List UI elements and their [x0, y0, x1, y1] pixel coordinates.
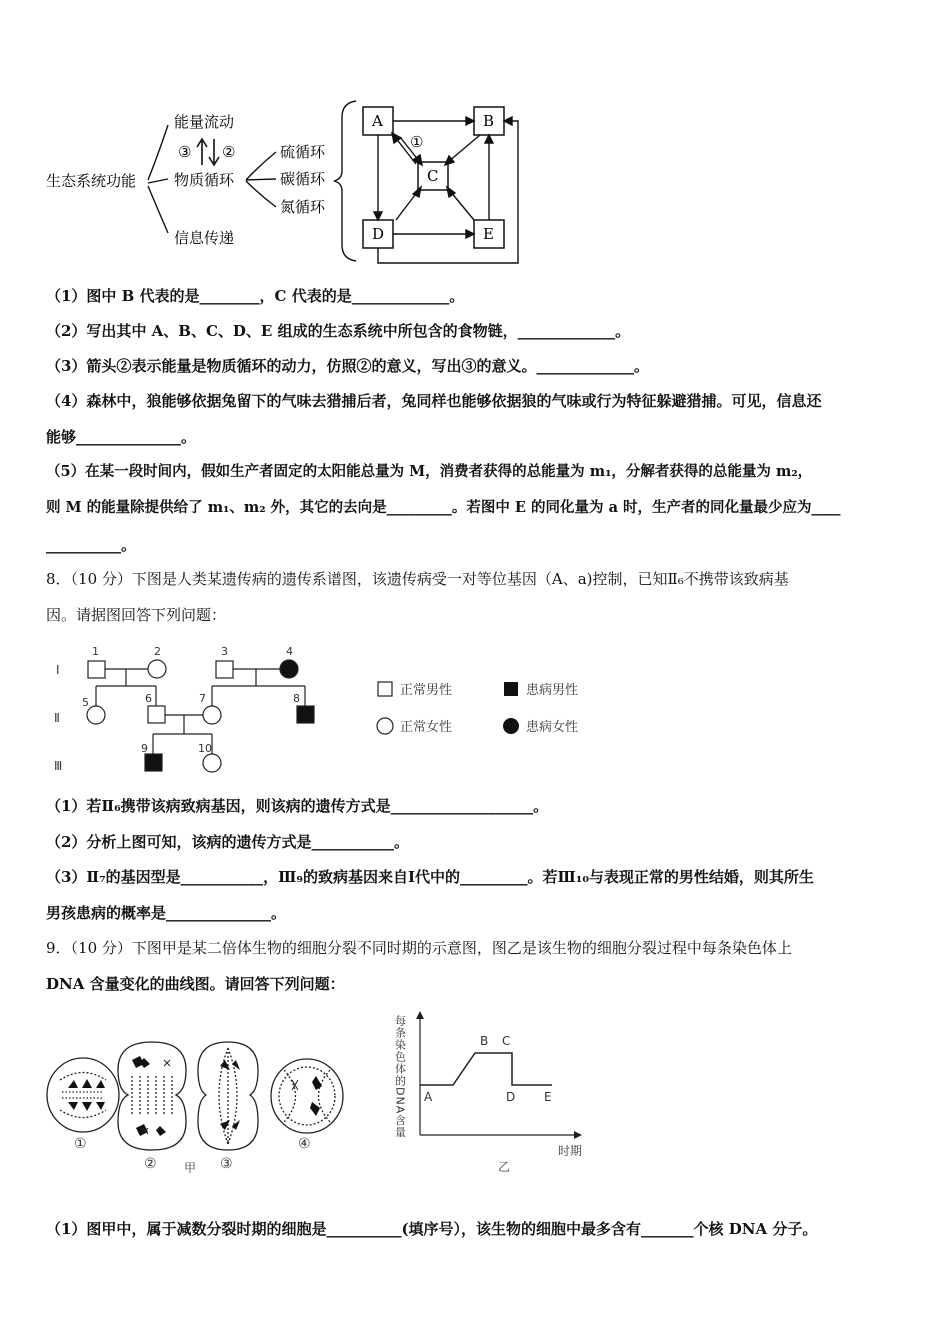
- q8-part1: （1）若Ⅱ₆携带该病致病基因，则该病的遗传方式是___________________。: [46, 797, 549, 815]
- carbon-cycle-label: 碳循环: [280, 170, 326, 188]
- cycle-brace: [246, 152, 276, 207]
- q7-part4-line2: 能够______________。: [46, 428, 197, 446]
- cell-1: [47, 1058, 119, 1132]
- y-axis-label-text: 每条染色体的DNA含量: [393, 1015, 407, 1139]
- y-axis-label: [394, 1014, 407, 1139]
- q8-part3-line2: 男孩患病的概率是______________。: [46, 904, 287, 922]
- energy-flow-label: 能量流动: [174, 113, 235, 131]
- arrow-3-label: ③: [178, 143, 192, 161]
- q7-part5-line1: （5）在某一段时间内，假如生产者固定的太阳能总量为 M，消费者获得的总能量为 m₁，分解者获得的总能量为 m₂，: [46, 463, 813, 480]
- point-b-label: B: [480, 1034, 489, 1048]
- dna-curve: [420, 1053, 552, 1085]
- q7-part2: （2）写出其中 A、B、C、D、E 组成的生态系统中所包含的食物链，_____________。: [46, 322, 631, 340]
- legend-normal-female-symbol: [377, 718, 393, 734]
- node-a-label: A: [372, 112, 383, 130]
- cell-2: [118, 1042, 186, 1150]
- individual-3-number: 3: [221, 645, 228, 658]
- box-brace: [334, 101, 356, 261]
- point-c-label: C: [502, 1034, 511, 1048]
- individual-6: [148, 706, 165, 723]
- node-c-label: C: [427, 167, 439, 185]
- node-e-label: E: [483, 225, 494, 243]
- q9-intro-text1: 9．（10 分）下图甲是某二倍体生物的细胞分裂不同时期的示意图，图乙是该生物的细胞分裂过程中每条染色体上: [46, 939, 792, 957]
- legend-affected-female: 患病女性: [526, 720, 579, 735]
- individual-9-number: 9: [141, 742, 148, 755]
- q8-intro-text1: 8．（10 分）下图是人类某遗传病的遗传系谱图，该遗传病受一对等位基因（A、a)控制，已知Ⅱ₆不携带该致病基: [46, 570, 789, 588]
- node-b-label: B: [483, 112, 495, 130]
- individual-4: [280, 660, 298, 678]
- individual-1: [88, 661, 105, 678]
- info-transfer-label: 信息传递: [174, 229, 235, 247]
- fig-b-caption: 乙: [498, 1160, 511, 1174]
- pedigree-chart: [40, 640, 600, 780]
- cell-label-1: ①: [74, 1136, 87, 1152]
- q9-intro-line2: DNA 含量变化的曲线图。请回答下列问题：: [46, 975, 345, 993]
- sulfur-cycle-label: 硫循环: [280, 143, 326, 161]
- q8-part2: （2）分析上图可知，该病的遗传方式是___________。: [46, 833, 409, 851]
- legend-affected-male: 患病男性: [526, 683, 579, 698]
- q8-intro-line1: [46, 569, 906, 589]
- dna-content-graph: [390, 1005, 590, 1175]
- individual-5: [87, 706, 105, 724]
- point-d-label: D: [506, 1090, 516, 1104]
- individual-10-number: 10: [198, 742, 212, 755]
- individual-7: [203, 706, 221, 724]
- up-arrow: [197, 139, 207, 165]
- cell-division-figure: [40, 1020, 360, 1180]
- legend-affected-female-symbol: [503, 718, 519, 734]
- individual-4-number: 4: [286, 645, 293, 658]
- individual-1-number: 1: [92, 645, 99, 658]
- ecosystem-function-label: 生态系统功能: [46, 172, 137, 190]
- cell-label-3: ③: [220, 1156, 233, 1172]
- x-axis-label: 时期: [558, 1144, 583, 1158]
- q7-part3: （3）箭头②表示能量是物质循环的动力，仿照②的意义，写出③的意义。_____________。: [46, 357, 649, 375]
- individual-8-number: 8: [293, 692, 300, 705]
- legend-normal-male-symbol: [378, 682, 392, 696]
- individual-3: [216, 661, 233, 678]
- individual-10: [203, 754, 221, 772]
- q9-part1: （1）图甲中，属于减数分裂时期的细胞是__________(填序号），该生物的细胞中最多含有_______个核 DNA 分子。: [46, 1220, 818, 1238]
- gen-label-1: Ⅰ: [56, 663, 60, 677]
- q7-part1: （1）图中 B 代表的是________，C 代表的是_____________。: [46, 287, 465, 305]
- point-a-label: A: [424, 1090, 433, 1104]
- individual-2-number: 2: [154, 645, 161, 658]
- individual-9: [145, 754, 162, 771]
- legend-affected-male-symbol: [504, 682, 518, 696]
- arrow-1-label: ①: [410, 133, 424, 151]
- point-e-label: E: [544, 1090, 552, 1104]
- material-cycle-label: 物质循环: [174, 171, 235, 189]
- y-axis-arrow: [416, 1011, 424, 1019]
- down-arrow: [209, 139, 219, 165]
- gen-label-3: Ⅲ: [54, 759, 63, 773]
- q8-intro-line2: [46, 605, 906, 625]
- ecosystem-diagram: [40, 95, 530, 270]
- node-d-label: D: [372, 225, 385, 243]
- individual-6-number: 6: [145, 692, 152, 705]
- q9-intro-line1: [46, 938, 906, 958]
- q7-part5-line3: __________。: [46, 536, 137, 554]
- main-brace: [148, 125, 168, 233]
- cell-label-4: ④: [298, 1136, 311, 1152]
- arrow-2-label: ②: [222, 143, 236, 161]
- individual-7-number: 7: [199, 692, 206, 705]
- cell-4: [271, 1059, 343, 1133]
- cell-label-2: ②: [144, 1156, 157, 1172]
- individual-2: [148, 660, 166, 678]
- individual-5-number: 5: [82, 696, 89, 709]
- fig-a-caption: 甲: [184, 1161, 197, 1175]
- q7-part4-line1: （4）森林中，狼能够依据兔留下的气味去猎捕后者，兔同样也能够依据狼的气味或行为特征躲避猎捕。可见，信息还: [46, 392, 822, 410]
- nitrogen-cycle-label: 氮循环: [280, 198, 326, 216]
- legend-normal-female: 正常女性: [400, 720, 453, 735]
- gen-label-2: Ⅱ: [54, 711, 60, 725]
- individual-8: [297, 706, 314, 723]
- q8-intro-text2: 因。请据图回答下列问题：: [46, 606, 227, 624]
- x-axis-arrow: [574, 1131, 582, 1139]
- legend-normal-male: 正常男性: [400, 683, 453, 698]
- q7-part5-line2: 则 M 的能量除提供给了 m₁、m₂ 外，其它的去向是_________。若图中 E 的同化量为 a 时，生产者的同化量最少应为____: [46, 499, 841, 516]
- q8-part3-line1: （3）Ⅱ₇的基因型是___________，Ⅲ₉的致病基因来自Ⅰ代中的_________。若Ⅲ₁₀与表现正常的男性结婚，则其所生: [46, 868, 814, 886]
